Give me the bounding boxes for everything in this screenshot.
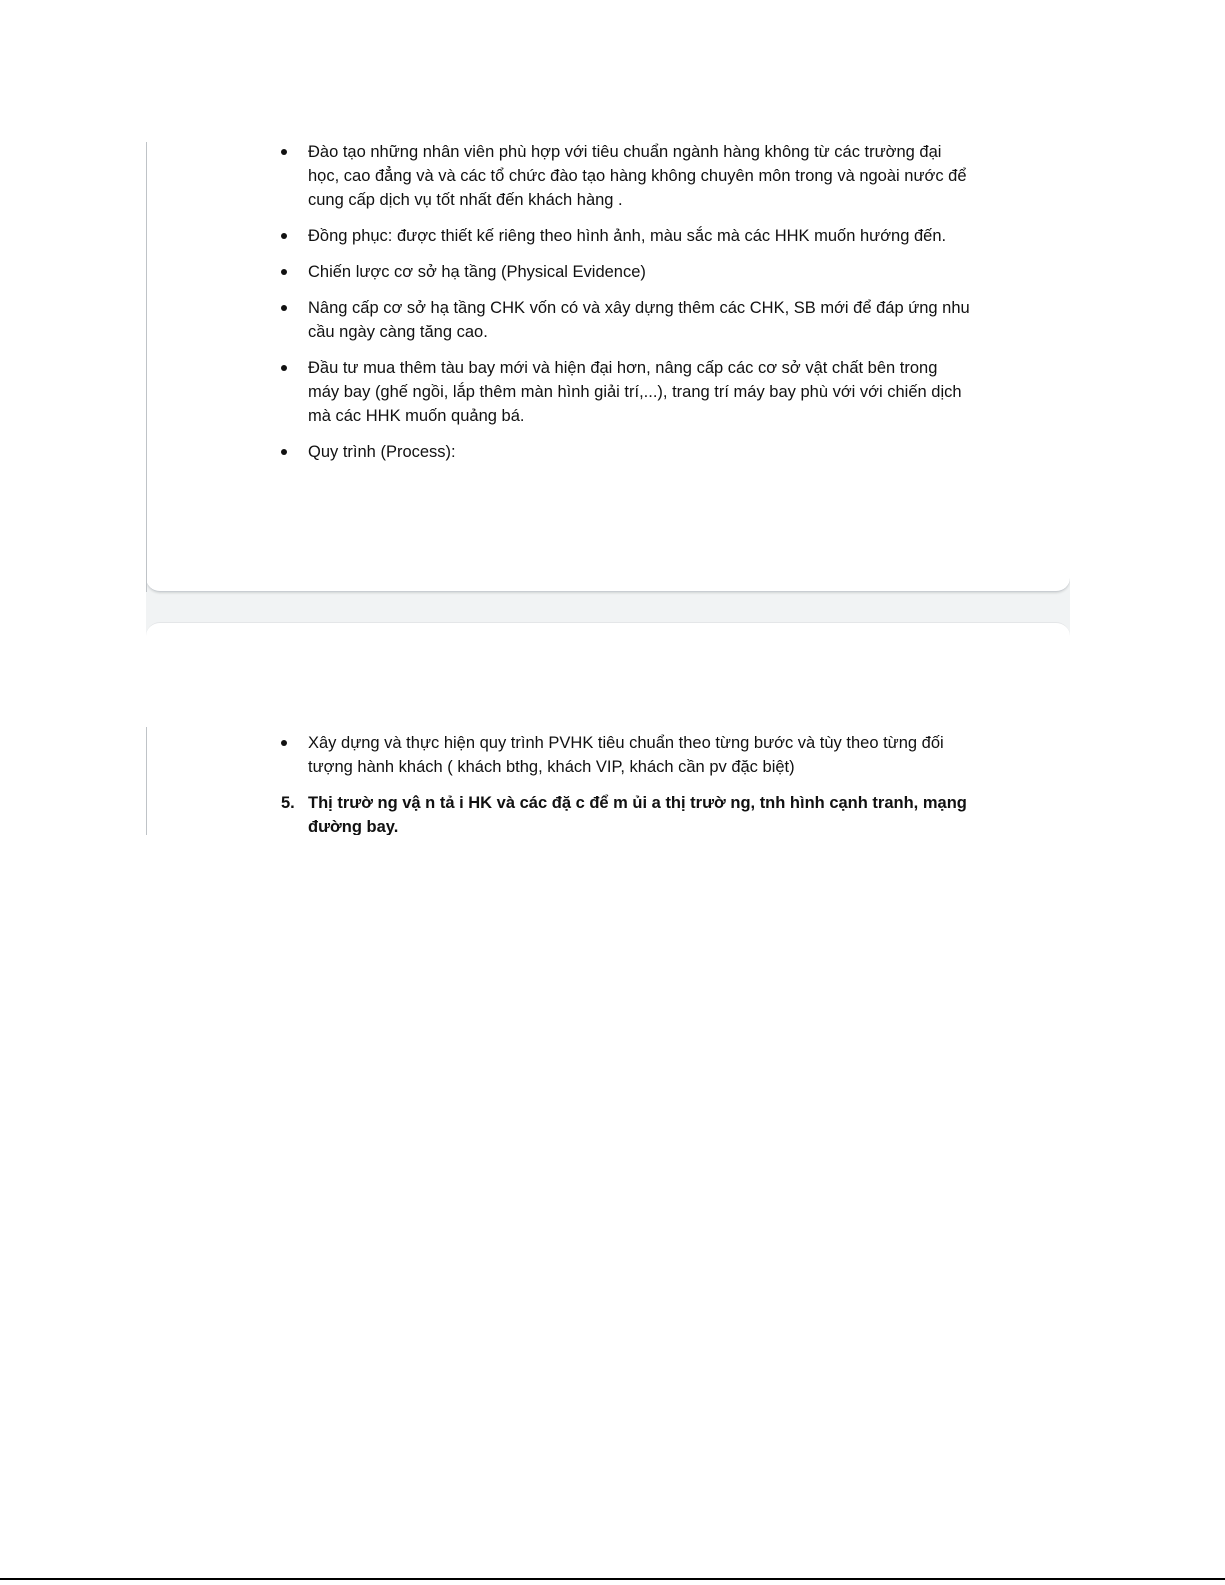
section-heading	[281, 791, 971, 835]
list-item-text: Đầu tư mua thêm tàu bay mới và hiện đại hơn, nâng cấp các cơ sở vật chất bên trong máy bay (ghế ngồi, lắp thêm màn hình giải trí,...), trang trí máy bay phù với với chiến dịch mà các HHK muốn quảng bá.	[308, 359, 962, 425]
bullet-icon	[281, 149, 287, 155]
list-item-text: Chiến lược cơ sở hạ tầng (Physical Evidence)	[308, 263, 646, 281]
document-screenshot	[146, 142, 1070, 835]
section-number: 5.	[281, 794, 295, 812]
list-item-text: Quy trình (Process):	[308, 443, 456, 461]
list-item	[281, 440, 971, 464]
list-item-text: Đào tạo những nhân viên phù hợp với tiêu chuẩn ngành hàng không từ các trường đại học, cao đẳng và và các tổ chức đào tạo hàng không chuyên môn trong và ngoài nước để cung cấp dịch vụ tốt nhất đến khách hàng .	[308, 143, 967, 209]
list-item-text: Nâng cấp cơ sở hạ tầng CHK vốn có và xây dựng thêm các CHK, SB mới để đáp ứng nhu cầu ngày càng tăng cao.	[308, 299, 970, 341]
list-item-text: Xây dựng và thực hiện quy trình PVHK tiêu chuẩn theo từng bước và tùy theo từng đối tượng hành khách ( khách bthg, khách VIP, khách cần pv đặc biệt)	[308, 734, 944, 776]
bullet-list-page2	[281, 731, 971, 791]
bullet-icon	[281, 233, 287, 239]
bullet-list-page1	[281, 142, 971, 476]
list-item	[281, 224, 971, 248]
list-item	[281, 142, 971, 212]
left-border-line	[146, 142, 147, 592]
bullet-icon	[281, 365, 287, 371]
bullet-icon	[281, 449, 287, 455]
list-item-text: Đồng phục: được thiết kế riêng theo hình ảnh, màu sắc mà các HHK muốn hướng đến.	[308, 227, 947, 245]
left-border-line	[146, 727, 147, 835]
page-bottom-border	[0, 1578, 1225, 1580]
bullet-icon	[281, 269, 287, 275]
section-heading-text: Thị trườ ng vậ n tả i HK và các đặ c để m ủi a thị trườ ng, tnh hình cạnh tranh, mạng đường bay.	[308, 794, 967, 835]
list-item	[281, 731, 971, 779]
bullet-icon	[281, 305, 287, 311]
list-item	[281, 260, 971, 284]
list-item	[281, 356, 971, 428]
bullet-icon	[281, 740, 287, 746]
list-item	[281, 296, 971, 344]
